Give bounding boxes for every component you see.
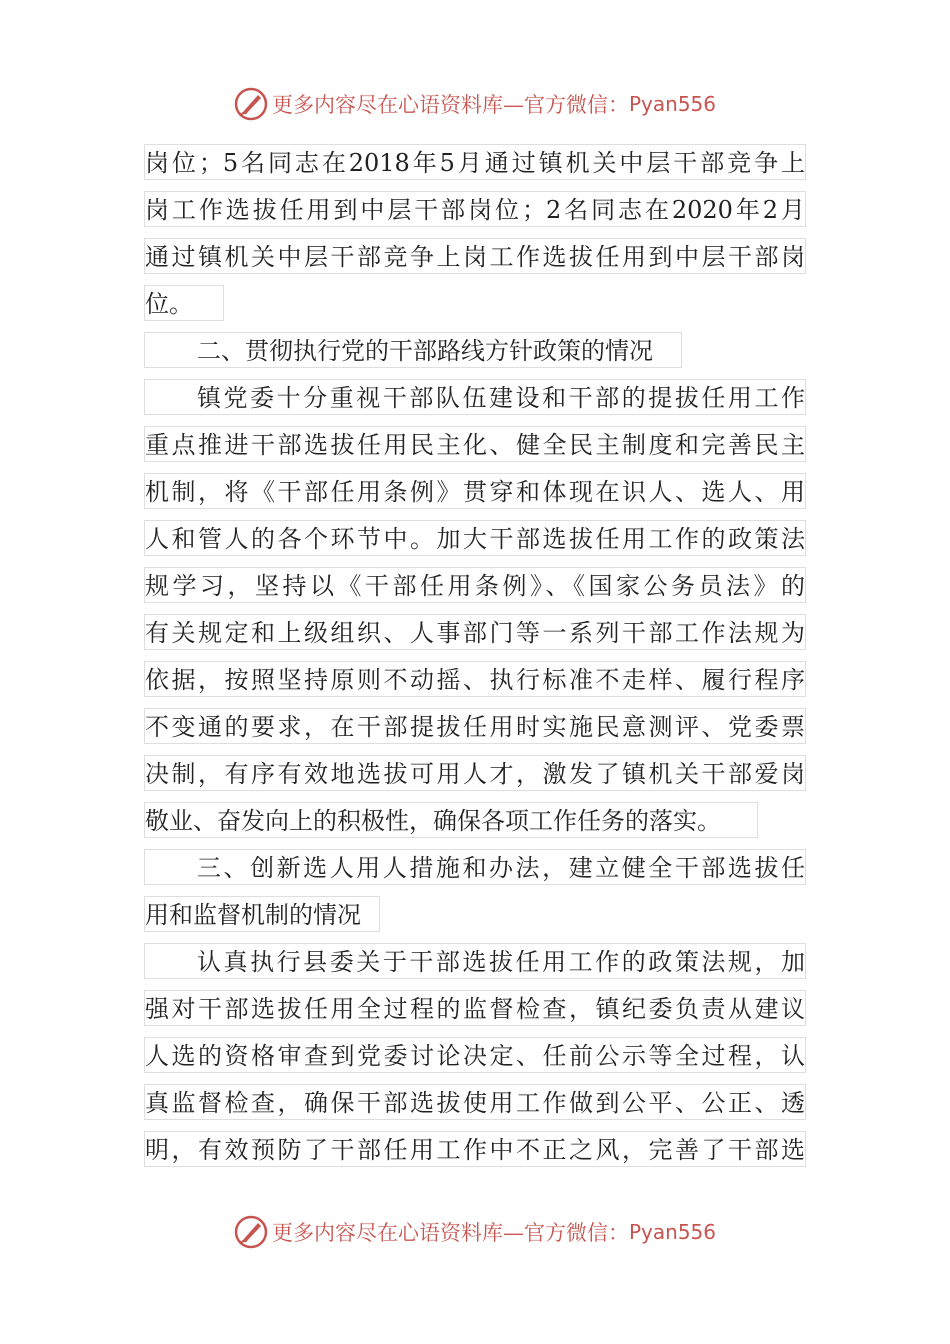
section-heading-3-cont: 用和监督机制的情况 — [144, 896, 380, 932]
quill-logo-icon — [234, 87, 268, 121]
body-line: 决制，有序有效地选拔可用人才，激发了镇机关干部爱岗 — [144, 755, 806, 791]
section-heading-3: 三、创新选人用人措施和办法，建立健全干部选拔任 — [144, 849, 806, 885]
watermark-banner-top — [0, 84, 950, 124]
body-line: 规学习，坚持以《干部任用条例》、《国家公务员法》的 — [144, 567, 806, 603]
body-line: 依据，按照坚持原则不动摇、执行标准不走样、履行程序 — [144, 661, 806, 697]
watermark-text: 更多内容尽在心语资料库—官方微信： — [271, 93, 629, 117]
body-line: 人和管人的各个环节中。加大干部选拔任用工作的政策法 — [144, 520, 806, 556]
wechat-id: Pyan556 — [628, 1220, 716, 1244]
body-line: 强对干部选拔任用全过程的监督检查，镇纪委负责从建议 — [144, 990, 806, 1026]
body-line: 重点推进干部选拔任用民主化、健全民主制度和完善民主 — [144, 426, 806, 462]
section-heading-2: 二、贯彻执行党的干部路线方针政策的情况 — [144, 332, 682, 368]
body-line: 岗位；5名同志在2018年5月通过镇机关中层干部竞争上 — [144, 144, 806, 180]
body-line: 通过镇机关中层干部竞争上岗工作选拔任用到中层干部岗 — [144, 238, 806, 274]
body-line: 位。 — [144, 285, 224, 321]
body-line: 真监督检查，确保干部选拔使用工作做到公平、公正、透 — [144, 1084, 806, 1120]
body-line: 岗工作选拔任用到中层干部岗位；2名同志在2020年2月 — [144, 191, 806, 227]
quill-logo-icon — [234, 1215, 268, 1249]
body-line: 有关规定和上级组织、人事部门等一系列干部工作法规为 — [144, 614, 806, 650]
body-line: 人选的资格审查到党委讨论决定、任前公示等全过程，认 — [144, 1037, 806, 1073]
watermark-banner-bottom — [0, 1212, 950, 1252]
body-line: 不变通的要求，在干部提拔任用时实施民意测评、党委票 — [144, 708, 806, 744]
body-line: 镇党委十分重视干部队伍建设和干部的提拔任用工作 — [144, 379, 806, 415]
body-line: 敬业、奋发向上的积极性，确保各项工作任务的落实。 — [144, 802, 758, 838]
body-line: 机制，将《干部任用条例》贯穿和体现在识人、选人、用 — [144, 473, 806, 509]
body-line: 明，有效预防了干部任用工作中不正之风，完善了干部选 — [144, 1131, 806, 1167]
body-line: 认真执行县委关于干部选拔任用工作的政策法规，加 — [144, 943, 806, 979]
watermark-text: 更多内容尽在心语资料库—官方微信： — [271, 1221, 629, 1245]
wechat-id: Pyan556 — [628, 92, 716, 116]
